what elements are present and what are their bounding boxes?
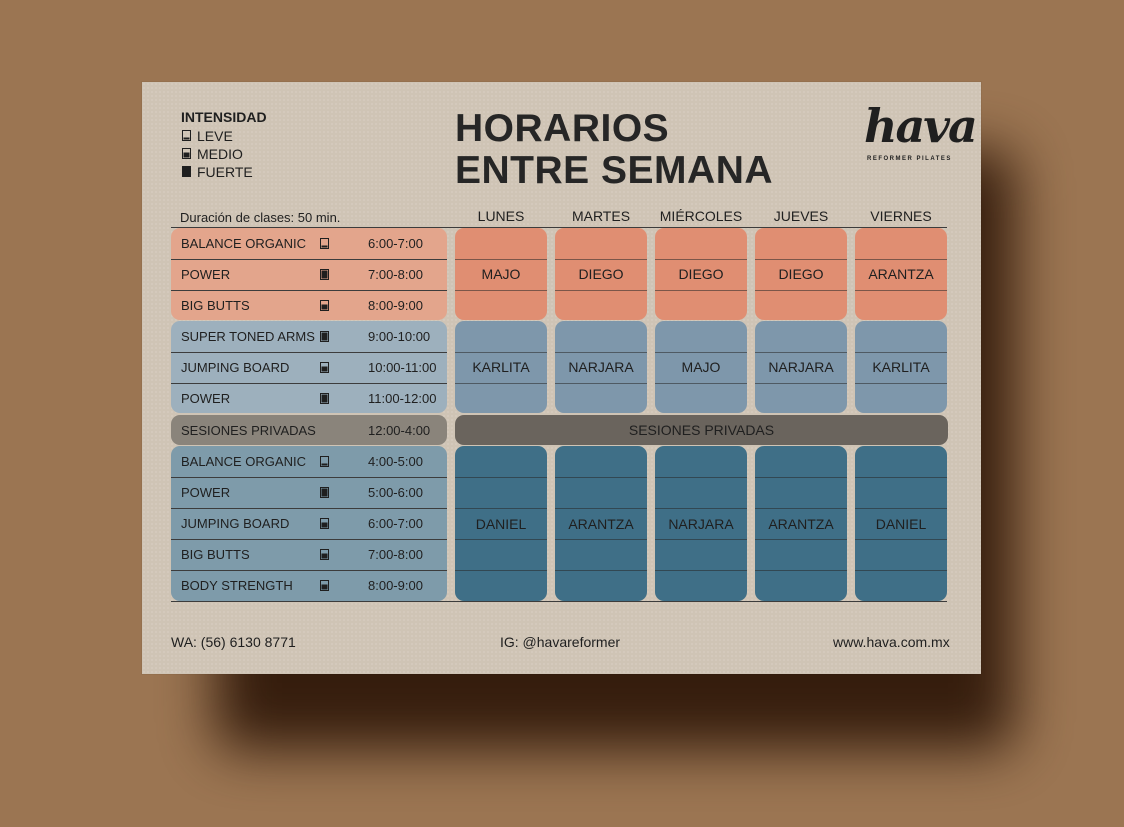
instructor-cell: KARLITA: [455, 321, 547, 413]
legend-item-fuerte: [182, 164, 253, 180]
cell-divider: [555, 259, 647, 260]
intensity-low-icon: [182, 128, 191, 144]
cell-divider: [455, 290, 547, 291]
class-time: 12:00-4:00: [368, 423, 431, 438]
brand-tagline: REFORMER PILATES: [867, 156, 952, 162]
cell-divider: [855, 290, 947, 291]
instructor-cell: ARANTZA: [555, 446, 647, 601]
row-divider: [171, 508, 447, 509]
row-divider: [171, 290, 447, 291]
cell-divider: [455, 383, 547, 384]
class-name: POWER: [181, 485, 231, 500]
class-name: JUMPING BOARD: [181, 360, 290, 375]
cell-divider: [855, 570, 947, 571]
cell-divider: [555, 477, 647, 478]
class-name: SESIONES PRIVADAS: [181, 423, 316, 438]
cell-divider: [655, 383, 747, 384]
class-name: BALANCE ORGANIC: [181, 454, 306, 469]
cell-divider: [555, 383, 647, 384]
class-time: 5:00-6:00: [368, 485, 423, 500]
cell-divider: [755, 477, 847, 478]
legend-label: MEDIO: [197, 146, 243, 162]
instagram-handle: IG: @havareformer: [500, 634, 621, 650]
whatsapp-contact: WA: (56) 6130 8771: [171, 634, 296, 650]
cell-divider: [655, 290, 747, 291]
class-time: 10:00-11:00: [368, 360, 437, 375]
class-time: 9:00-10:00: [368, 329, 431, 344]
intensity-high-icon: [320, 487, 329, 498]
intensity-legend-title: INTENSIDAD: [181, 109, 267, 125]
class-row: [171, 570, 447, 601]
class-row: [171, 352, 447, 383]
intensity-high-icon: [182, 164, 191, 180]
brand-logo: hava: [864, 99, 976, 153]
instructor-cell: DIEGO: [655, 228, 747, 320]
class-row: [171, 321, 447, 352]
instructor-cell: NARJARA: [655, 446, 747, 601]
class-row: [171, 508, 447, 539]
intensity-low-icon: [320, 238, 329, 249]
day-header-mon: LUNES: [477, 208, 525, 224]
class-row: [171, 446, 447, 477]
day-header-wed: MIÉRCOLES: [659, 208, 743, 224]
cell-divider: [855, 508, 947, 509]
cell-divider: [555, 570, 647, 571]
cell-divider: [855, 477, 947, 478]
intensity-medium-icon: [320, 549, 329, 560]
title-line-1: HORARIOS: [455, 107, 670, 150]
class-name: BIG BUTTS: [181, 547, 250, 562]
intensity-high-icon: [320, 331, 329, 342]
cell-divider: [755, 539, 847, 540]
class-duration: Duración de clases: 50 min.: [180, 210, 341, 225]
schedule-card: [142, 82, 981, 674]
cell-divider: [855, 259, 947, 260]
class-time: 8:00-9:00: [368, 298, 423, 313]
instructor-cell: MAJO: [455, 228, 547, 320]
cell-divider: [455, 477, 547, 478]
intensity-medium-icon: [182, 146, 191, 162]
class-row: [171, 290, 447, 321]
title-line-2: ENTRE SEMANA: [455, 149, 774, 192]
cell-divider: [655, 539, 747, 540]
row-divider: [171, 477, 447, 478]
instructor-cell: ARANTZA: [855, 228, 947, 320]
row-divider: [171, 570, 447, 571]
cell-divider: [655, 352, 747, 353]
cell-divider: [555, 352, 647, 353]
class-time: 7:00-8:00: [368, 267, 423, 282]
cell-divider: [755, 383, 847, 384]
class-row: [171, 539, 447, 570]
cell-divider: [755, 259, 847, 260]
cell-divider: [455, 508, 547, 509]
instructor-cell: DANIEL: [855, 446, 947, 601]
intensity-medium-icon: [320, 518, 329, 529]
table-bottom-divider: [171, 601, 947, 602]
cell-divider: [755, 352, 847, 353]
class-time: 4:00-5:00: [368, 454, 423, 469]
day-header-tue: MARTES: [571, 208, 631, 224]
cell-divider: [455, 352, 547, 353]
row-divider: [171, 383, 447, 384]
cell-divider: [855, 383, 947, 384]
cell-divider: [655, 508, 747, 509]
class-row: [171, 259, 447, 290]
cell-divider: [855, 352, 947, 353]
cell-divider: [655, 477, 747, 478]
instructor-cell: NARJARA: [755, 321, 847, 413]
cell-divider: [455, 539, 547, 540]
cell-divider: [755, 570, 847, 571]
legend-label: LEVE: [197, 128, 233, 144]
intensity-medium-icon: [320, 362, 329, 373]
cell-divider: [555, 539, 647, 540]
cell-divider: [755, 290, 847, 291]
class-name: JUMPING BOARD: [181, 516, 290, 531]
intensity-low-icon: [320, 456, 329, 467]
legend-item-leve: [182, 128, 233, 144]
class-row: [171, 415, 447, 445]
legend-item-medio: [182, 146, 243, 162]
row-divider: [171, 259, 447, 260]
class-time: 6:00-7:00: [368, 236, 423, 251]
class-row: [171, 228, 447, 259]
page-title: [455, 108, 773, 192]
website-url: www.hava.com.mx: [833, 634, 950, 650]
cell-divider: [755, 508, 847, 509]
day-header-thu: JUEVES: [773, 208, 829, 224]
cell-divider: [455, 259, 547, 260]
class-name: BALANCE ORGANIC: [181, 236, 306, 251]
class-row: [171, 477, 447, 508]
instructor-cell: KARLITA: [855, 321, 947, 413]
row-divider: [171, 539, 447, 540]
instructor-cell: DIEGO: [555, 228, 647, 320]
class-name: SUPER TONED ARMS: [181, 329, 315, 344]
class-name: POWER: [181, 391, 231, 406]
cell-divider: [655, 570, 747, 571]
legend-label: FUERTE: [197, 164, 253, 180]
instructor-cell: NARJARA: [555, 321, 647, 413]
cell-divider: [855, 539, 947, 540]
instructor-cell: DIEGO: [755, 228, 847, 320]
class-time: 8:00-9:00: [368, 578, 423, 593]
cell-divider: [455, 570, 547, 571]
cell-divider: [555, 508, 647, 509]
intensity-medium-icon: [320, 580, 329, 591]
instructor-cell: DANIEL: [455, 446, 547, 601]
row-divider: [171, 352, 447, 353]
class-time: 7:00-8:00: [368, 547, 423, 562]
class-time: 6:00-7:00: [368, 516, 423, 531]
cell-divider: [555, 290, 647, 291]
instructor-cell: ARANTZA: [755, 446, 847, 601]
class-row: [171, 383, 447, 414]
class-name: BODY STRENGTH: [181, 578, 293, 593]
intensity-high-icon: [320, 269, 329, 280]
day-header-fri: VIERNES: [870, 208, 932, 224]
class-name: BIG BUTTS: [181, 298, 250, 313]
instructor-cell: MAJO: [655, 321, 747, 413]
class-time: 11:00-12:00: [368, 391, 437, 406]
cell-divider: [655, 259, 747, 260]
class-name: POWER: [181, 267, 231, 282]
intensity-medium-icon: [320, 300, 329, 311]
private-sessions-block: SESIONES PRIVADAS: [455, 415, 948, 445]
intensity-high-icon: [320, 393, 329, 404]
